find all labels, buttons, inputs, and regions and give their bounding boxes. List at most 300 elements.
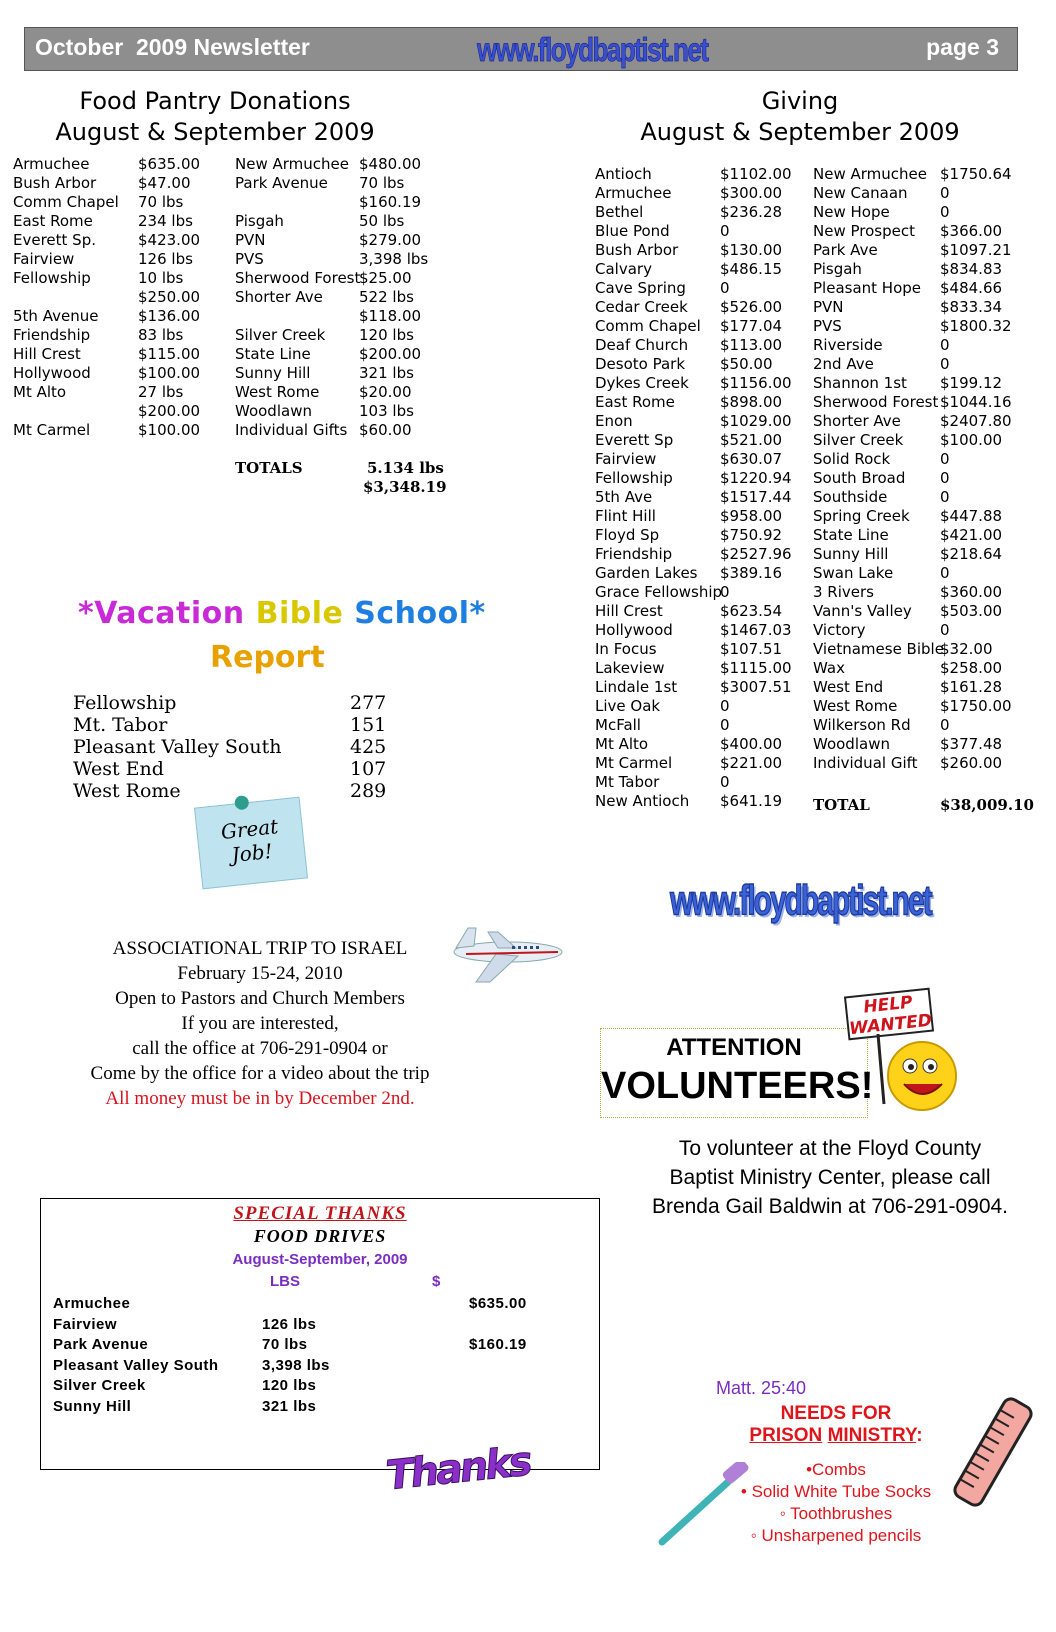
pantry-row — [235, 383, 455, 402]
row-value: $447.88 — [940, 507, 1003, 525]
giving-row — [813, 526, 1043, 545]
row-value: 10 lbs — [138, 269, 184, 287]
vbs-church: West Rome — [73, 780, 181, 802]
giving-row — [595, 469, 805, 488]
row-value: 0 — [940, 621, 950, 639]
vbs-count: 151 — [350, 714, 387, 736]
row-name: Everett Sp. — [13, 231, 96, 249]
row-value: $1156.00 — [720, 374, 792, 392]
row-value: $526.00 — [720, 298, 783, 316]
giving-row — [595, 678, 805, 697]
row-value: $1517.44 — [720, 488, 792, 506]
giving-row — [813, 317, 1043, 336]
row-name: Spring Creek — [813, 507, 910, 525]
row-value: $218.64 — [940, 545, 1003, 563]
row-name: Riverside — [813, 336, 883, 354]
page-number: page 3 — [926, 34, 999, 60]
row-value: $630.07 — [720, 450, 783, 468]
row-value: $641.19 — [720, 792, 783, 810]
row-name: 3 Rivers — [813, 583, 874, 601]
giving-row — [813, 602, 1043, 621]
prison-title-word: PRISON — [749, 1425, 823, 1446]
row-value: 0 — [720, 716, 730, 734]
giving-row — [595, 640, 805, 659]
thanks-lbs: 126 lbs — [262, 1315, 317, 1333]
row-value: $236.28 — [720, 203, 783, 221]
pantry-row — [235, 174, 455, 193]
row-name: Bush Arbor — [595, 241, 679, 259]
thanks-money: $160.19 — [469, 1336, 527, 1353]
giving-row — [595, 621, 805, 640]
thanks-church: Fairview — [53, 1315, 118, 1333]
great-job-sticker — [194, 797, 308, 890]
attention-label: ATTENTION — [666, 1034, 802, 1061]
row-name: West Rome — [235, 383, 320, 401]
trip-line: Open to Pastors and Church Members — [115, 988, 405, 1009]
row-name: Fairview — [595, 450, 657, 468]
giving-row — [813, 450, 1043, 469]
row-value: $834.83 — [940, 260, 1003, 278]
row-value: $503.00 — [940, 602, 1003, 620]
giving-row — [813, 355, 1043, 374]
row-value: $107.51 — [720, 640, 783, 658]
row-name: 2nd Ave — [813, 355, 874, 373]
row-name: Armuchee — [595, 184, 672, 202]
vbs-count: 107 — [350, 758, 387, 780]
row-name: Cedar Creek — [595, 298, 688, 316]
row-value: $1800.32 — [940, 317, 1012, 335]
col-header-money: $ — [432, 1273, 441, 1290]
row-name: PVN — [813, 298, 844, 316]
row-name: Lakeview — [595, 659, 665, 677]
giving-row — [813, 754, 1043, 773]
row-name: Desoto Park — [595, 355, 686, 373]
thanks-art: Thanks — [383, 1438, 532, 1500]
row-name: East Rome — [13, 212, 93, 230]
newsletter-title: October 2009 Newsletter — [35, 34, 310, 60]
pantry-table-right — [235, 155, 455, 440]
row-name: West End — [813, 678, 884, 696]
vbs-row — [73, 736, 403, 758]
food-drives-period: August-September, 2009 — [232, 1251, 408, 1268]
giving-row — [813, 374, 1043, 393]
row-name: PVS — [235, 250, 264, 268]
thanks-lbs: 120 lbs — [262, 1377, 317, 1394]
vbs-row — [73, 758, 403, 780]
title-colon: : — [916, 1425, 923, 1446]
row-value: $260.00 — [940, 754, 1003, 772]
trip-line: call the office at 706-291-0904 or — [132, 1038, 388, 1059]
row-value: $300.00 — [720, 184, 783, 202]
pantry-row — [13, 402, 223, 421]
giving-row — [813, 431, 1043, 450]
row-value: $1467.03 — [720, 621, 792, 639]
giving-row — [813, 488, 1043, 507]
needs-item: ◦ Toothbrushes — [779, 1504, 893, 1523]
row-value: 70 lbs — [138, 193, 184, 211]
row-value: 321 lbs — [359, 364, 414, 382]
giving-row — [595, 716, 805, 735]
row-name: Wax — [813, 659, 845, 677]
giving-row — [595, 431, 805, 450]
row-name: Vann's Valley — [813, 602, 912, 620]
giving-table-right — [813, 165, 1043, 773]
row-value: $177.04 — [720, 317, 783, 335]
row-value: $258.00 — [940, 659, 1003, 677]
volunteer-instructions: To volunteer at the Floyd County Baptist Ministry Center, please call Brenda Gail Baldwin at 706-291-0904. — [651, 1137, 1009, 1218]
pantry-heading — [40, 86, 390, 148]
pantry-row — [13, 288, 223, 307]
giving-row — [595, 526, 805, 545]
row-name: State Line — [235, 345, 311, 363]
row-value: 103 lbs — [359, 402, 414, 420]
row-name: Dykes Creek — [595, 374, 689, 392]
row-name: Cave Spring — [595, 279, 686, 297]
col-header-lbs: LBS — [270, 1273, 300, 1290]
row-value: $423.00 — [138, 231, 201, 249]
giving-row — [813, 298, 1043, 317]
row-name: Silver Creek — [813, 431, 904, 449]
giving-row — [595, 564, 805, 583]
pantry-heading-period: August & September 2009 — [55, 118, 375, 146]
thanks-church: Park Avenue — [53, 1336, 149, 1353]
giving-table-left — [595, 165, 805, 811]
row-name: New Canaan — [813, 184, 908, 202]
row-name: Individual Gifts — [235, 421, 348, 439]
pantry-row — [13, 383, 223, 402]
row-value: 0 — [720, 222, 730, 240]
row-value: $1750.64 — [940, 165, 1012, 183]
giving-heading — [620, 86, 980, 148]
pantry-row — [235, 193, 455, 212]
row-name: Swan Lake — [813, 564, 894, 582]
row-value: 0 — [720, 773, 730, 791]
giving-row — [595, 393, 805, 412]
bible-verse: Matt. 25:40 — [716, 1378, 807, 1398]
giving-row — [595, 488, 805, 507]
pantry-row — [13, 174, 223, 193]
prison-title-line1: NEEDS FOR — [780, 1403, 892, 1424]
comb-icon — [950, 1392, 1036, 1512]
row-value: $486.15 — [720, 260, 783, 278]
row-value: 0 — [940, 488, 950, 506]
row-name: Friendship — [13, 326, 91, 344]
row-value: $118.00 — [359, 307, 422, 325]
giving-row — [813, 165, 1043, 184]
attention-volunteers-box — [600, 1028, 874, 1118]
row-value: $199.12 — [940, 374, 1003, 392]
row-name: Pisgah — [235, 212, 284, 230]
row-name: Silver Creek — [235, 326, 326, 344]
row-name: 5th Ave — [595, 488, 653, 506]
row-value: $221.00 — [720, 754, 783, 772]
giving-row — [813, 184, 1043, 203]
pantry-row — [13, 231, 223, 250]
row-name: Mt Tabor — [595, 773, 660, 791]
row-value: $60.00 — [359, 421, 412, 439]
row-value: $958.00 — [720, 507, 783, 525]
row-value: $100.00 — [138, 421, 201, 439]
thanks-lbs: 3,398 lbs — [262, 1356, 330, 1374]
giving-row — [595, 412, 805, 431]
row-value: $200.00 — [138, 402, 201, 420]
trip-deadline: All money must be in by December 2nd. — [105, 1088, 415, 1109]
row-name: PVN — [235, 231, 266, 249]
row-name: Sunny Hill — [813, 545, 889, 563]
row-value: $130.00 — [720, 241, 783, 259]
row-value: 0 — [940, 355, 950, 373]
row-name: Solid Rock — [813, 450, 891, 468]
row-name: South Broad — [813, 469, 906, 487]
row-name: New Hope — [813, 203, 890, 221]
volunteers-label: VOLUNTEERS! — [601, 1065, 874, 1107]
row-name: Mt Alto — [595, 735, 649, 753]
giving-row — [813, 716, 1043, 735]
row-name: Bethel — [595, 203, 644, 221]
giving-row — [595, 241, 805, 260]
row-name: Fellowship — [13, 269, 91, 287]
row-name: Fairview — [13, 250, 75, 268]
row-value: $750.92 — [720, 526, 783, 544]
row-name: Individual Gift — [813, 754, 918, 772]
row-name: Antioch — [595, 165, 652, 183]
thanks-church: Silver Creek — [53, 1377, 146, 1394]
row-name: Garden Lakes — [595, 564, 698, 582]
row-value: 27 lbs — [138, 383, 184, 401]
giving-row — [595, 450, 805, 469]
vbs-row — [73, 692, 403, 714]
giving-row — [595, 754, 805, 773]
row-name: Sunny Hill — [235, 364, 311, 382]
row-value: $1750.00 — [940, 697, 1012, 715]
pantry-table-left — [13, 155, 223, 440]
vbs-row — [73, 714, 403, 736]
giving-heading-period: August & September 2009 — [640, 118, 960, 146]
giving-row — [813, 659, 1043, 678]
row-name: New Antioch — [595, 792, 690, 810]
row-value: 83 lbs — [138, 326, 184, 344]
toothbrush-icon — [654, 1462, 754, 1548]
needs-item: •Combs — [806, 1460, 866, 1479]
pantry-row — [235, 364, 455, 383]
row-name: State Line — [813, 526, 889, 544]
row-value: $47.00 — [138, 174, 191, 192]
pantry-row — [235, 421, 455, 440]
giving-row — [595, 355, 805, 374]
giving-row — [595, 184, 805, 203]
giving-row — [813, 735, 1043, 754]
row-value: $635.00 — [138, 155, 201, 173]
row-value: $20.00 — [359, 383, 412, 401]
newsletter-header — [24, 27, 1018, 71]
giving-row — [595, 336, 805, 355]
giving-row — [595, 260, 805, 279]
row-value: $160.19 — [359, 193, 422, 211]
pantry-row — [235, 155, 455, 174]
giving-row — [595, 583, 805, 602]
giving-row — [813, 260, 1043, 279]
row-name: Bush Arbor — [13, 174, 97, 192]
giving-row — [595, 165, 805, 184]
row-value: 0 — [940, 336, 950, 354]
pantry-row — [235, 231, 455, 250]
row-name: Mt Carmel — [595, 754, 673, 772]
giving-row — [813, 412, 1043, 431]
help-wanted-sign: HELP WANTED — [844, 988, 934, 1041]
row-value: 0 — [940, 716, 950, 734]
row-name: Hill Crest — [595, 602, 663, 620]
giving-row — [813, 469, 1043, 488]
sticker-text: Great Job! — [219, 814, 280, 868]
row-value: $113.00 — [720, 336, 783, 354]
giving-row — [813, 203, 1043, 222]
needs-item: • Solid White Tube Socks — [740, 1482, 932, 1501]
row-name: Deaf Church — [595, 336, 689, 354]
row-value: $2407.80 — [940, 412, 1012, 430]
needs-item: ◦ Unsharpened pencils — [750, 1526, 922, 1545]
row-value: $3007.51 — [720, 678, 792, 696]
row-value: 126 lbs — [138, 250, 193, 268]
row-name: Everett Sp — [595, 431, 674, 449]
row-value: $484.66 — [940, 279, 1003, 297]
row-value: 0 — [940, 184, 950, 202]
pantry-heading-title: Food Pantry Donations — [79, 87, 351, 115]
row-name: Calvary — [595, 260, 652, 278]
giving-row — [813, 583, 1043, 602]
giving-total-value: $38,009.10 — [940, 796, 1034, 814]
row-name: Shorter Ave — [235, 288, 323, 306]
giving-total — [813, 796, 1043, 815]
row-name: Pisgah — [813, 260, 862, 278]
vbs-church: Pleasant Valley South — [73, 736, 282, 758]
vbs-church: Mt. Tabor — [73, 714, 168, 736]
row-value: $50.00 — [720, 355, 773, 373]
row-value: $250.00 — [138, 288, 201, 306]
website-banner[interactable]: www.floydbaptist.net — [670, 878, 931, 925]
row-name: Hollywood — [13, 364, 91, 382]
pantry-row — [13, 212, 223, 231]
row-name: Comm Chapel — [595, 317, 701, 335]
row-name: Armuchee — [13, 155, 90, 173]
row-name: Comm Chapel — [13, 193, 119, 211]
row-value: 234 lbs — [138, 212, 193, 230]
row-value: $480.00 — [359, 155, 422, 173]
prison-title-line2 — [716, 1425, 956, 1447]
row-name: 5th Avenue — [13, 307, 99, 325]
vbs-church: Fellowship — [73, 692, 177, 714]
giving-row — [595, 317, 805, 336]
row-value: $366.00 — [940, 222, 1003, 240]
row-value: $623.54 — [720, 602, 783, 620]
vbs-title-bible: Bible — [255, 596, 355, 631]
pantry-row — [235, 345, 455, 364]
row-value: $200.00 — [359, 345, 422, 363]
thanks-lbs: 70 lbs — [262, 1336, 308, 1353]
giving-row — [595, 773, 805, 792]
row-name: New Armuchee — [235, 155, 349, 173]
pantry-row — [13, 364, 223, 383]
row-value: $1115.00 — [720, 659, 792, 677]
giving-row — [595, 507, 805, 526]
totals-label: TOTALS — [235, 459, 303, 477]
totals-money: $3,348.19 — [363, 478, 447, 496]
row-value: $1220.94 — [720, 469, 792, 487]
row-name: Blue Pond — [595, 222, 670, 240]
giving-row — [813, 222, 1043, 241]
row-value: $115.00 — [138, 345, 201, 363]
row-name: Pleasant Hope — [813, 279, 922, 297]
row-name: Shorter Ave — [813, 412, 901, 430]
pantry-row — [13, 326, 223, 345]
row-value: $2527.96 — [720, 545, 792, 563]
row-name: Park Ave — [813, 241, 878, 259]
row-name: Fellowship — [595, 469, 673, 487]
row-name: Grace Fellowship — [595, 583, 723, 601]
giving-heading-title: Giving — [761, 87, 839, 115]
giving-row — [595, 298, 805, 317]
giving-row — [813, 621, 1043, 640]
thanks-church: Armuchee — [53, 1295, 131, 1312]
row-value: 120 lbs — [359, 326, 414, 344]
row-name: Sherwood Forest — [813, 393, 939, 411]
row-name: Enon — [595, 412, 633, 430]
airplane-icon — [446, 922, 566, 988]
row-value: $377.48 — [940, 735, 1003, 753]
row-value: 50 lbs — [359, 212, 405, 230]
row-value: $833.34 — [940, 298, 1003, 316]
giving-row — [813, 507, 1043, 526]
row-name: Flint Hill — [595, 507, 656, 525]
row-name: West Rome — [813, 697, 898, 715]
giving-row — [813, 393, 1043, 412]
pantry-row — [13, 307, 223, 326]
row-name: New Prospect — [813, 222, 915, 240]
row-name: Floyd Sp — [595, 526, 660, 544]
trip-line: If you are interested, — [181, 1013, 339, 1034]
totals-lbs: 5.134 lbs — [367, 459, 444, 477]
pantry-row — [235, 288, 455, 307]
giving-row — [813, 545, 1043, 564]
row-value: $1102.00 — [720, 165, 792, 183]
row-value: $1097.21 — [940, 241, 1012, 259]
giving-row — [595, 279, 805, 298]
row-value: 0 — [720, 279, 730, 297]
row-value: $521.00 — [720, 431, 783, 449]
row-name: Southside — [813, 488, 888, 506]
row-name: Woodlawn — [813, 735, 890, 753]
row-value: $1044.16 — [940, 393, 1012, 411]
row-name: Mt Alto — [13, 383, 67, 401]
row-value: $421.00 — [940, 526, 1003, 544]
row-value: 522 lbs — [359, 288, 414, 306]
thanks-money: $635.00 — [469, 1295, 527, 1312]
row-value: $100.00 — [940, 431, 1003, 449]
pin-icon — [234, 795, 249, 810]
row-value: 70 lbs — [359, 174, 405, 192]
website-link[interactable]: www.floydbaptist.net — [477, 30, 708, 69]
row-name: New Armuchee — [813, 165, 927, 183]
giving-row — [595, 697, 805, 716]
pantry-row — [235, 307, 455, 326]
pantry-row — [235, 269, 455, 288]
smiley-icon — [864, 1034, 960, 1114]
giving-row — [813, 279, 1043, 298]
row-name: Hollywood — [595, 621, 673, 639]
row-value: 0 — [720, 697, 730, 715]
vbs-church: West End — [73, 758, 164, 780]
pantry-row — [13, 269, 223, 288]
row-value: $161.28 — [940, 678, 1003, 696]
